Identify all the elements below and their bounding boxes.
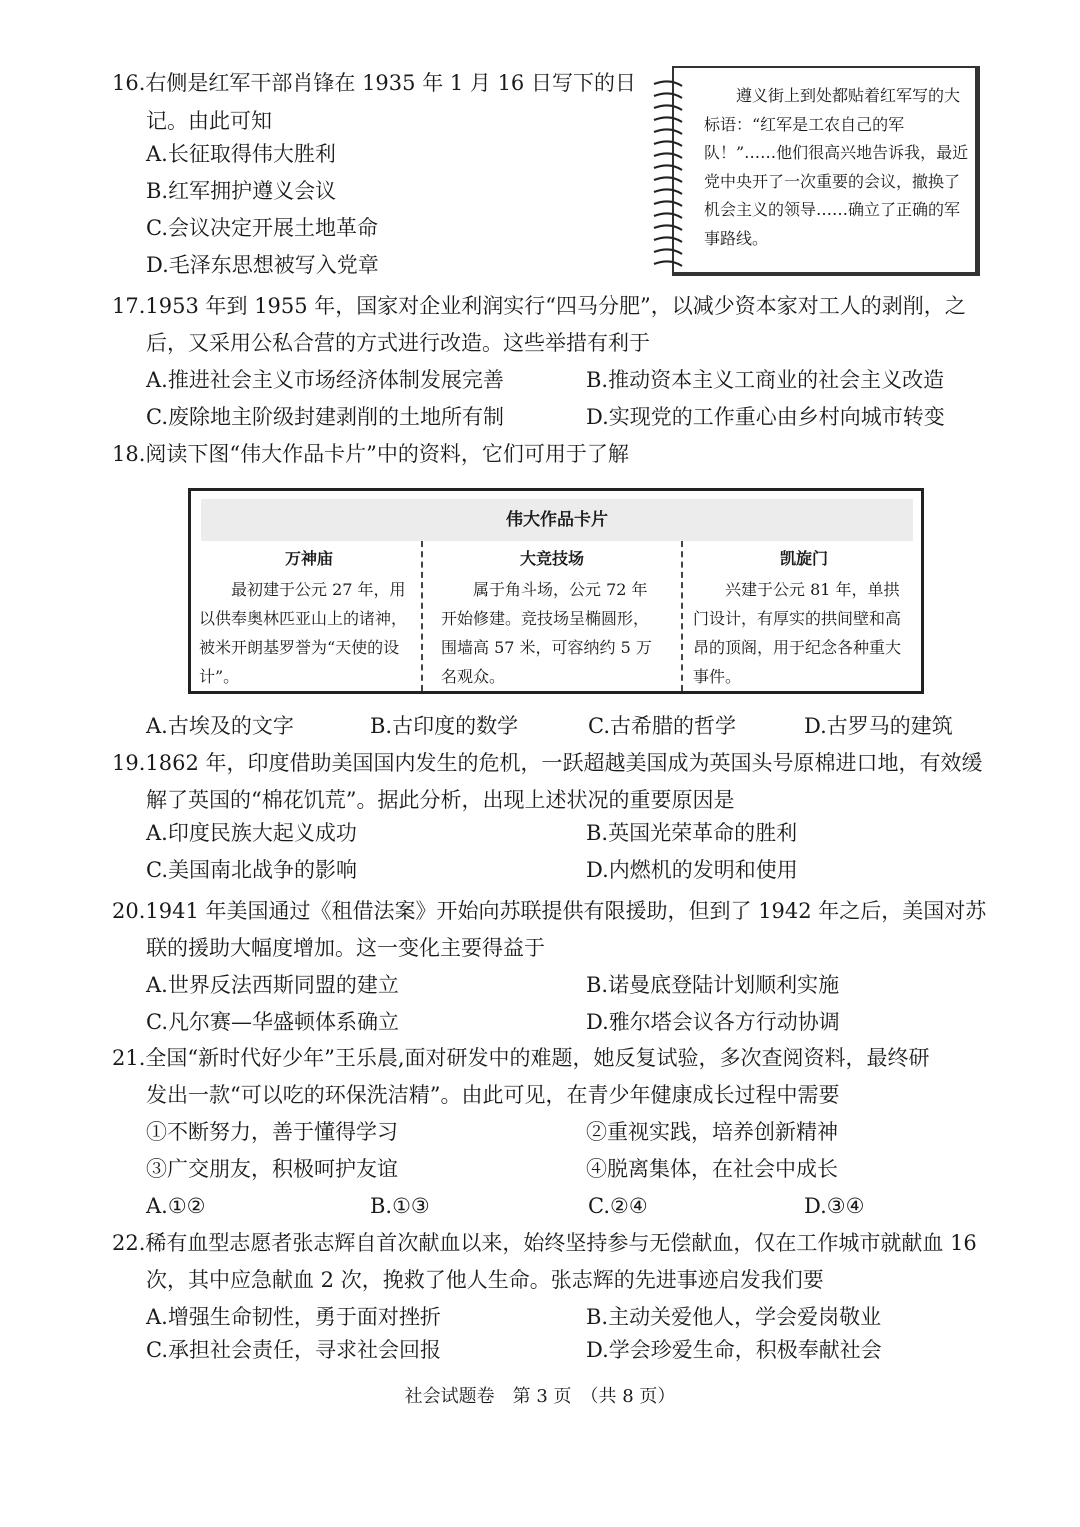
q17-stem-line2: 后，又采用公私合营的方式进行改造。这些举措有利于 xyxy=(146,331,650,355)
q18-option-b: B.古印度的数学 xyxy=(370,714,519,738)
q21-stem-line1: 21.全国“新时代好少年”王乐晨,面对研发中的难题，她反复试验，多次查阅资料，最终研 xyxy=(112,1046,930,1070)
q19-option-a: A.印度民族大起义成功 xyxy=(146,821,357,845)
q21-statement-2: ②重视实践，培养创新精神 xyxy=(586,1120,838,1144)
q21-option-c: C.②④ xyxy=(588,1194,648,1218)
card-item-name: 凯旋门 xyxy=(779,549,828,568)
q21-statement-3: ③广交朋友，积极呵护友谊 xyxy=(146,1157,398,1181)
spiral-binding-icon xyxy=(648,74,688,274)
q19-option-c: C.美国南北战争的影响 xyxy=(146,858,357,882)
q20-stem-line1: 20.1941 年美国通过《租借法案》开始向苏联提供有限援助，但到了 1942 年之后，美国对苏 xyxy=(112,899,987,923)
diary-notebook xyxy=(672,66,980,276)
q21-statement-4: ④脱离集体，在社会中成长 xyxy=(586,1157,838,1181)
q19-option-b: B.英国光荣革命的胜利 xyxy=(586,821,798,845)
q20-stem-line2: 联的援助大幅度增加。这一变化主要得益于 xyxy=(146,936,545,960)
q16-option-d: D.毛泽东思想被写入党章 xyxy=(146,253,379,277)
q16-option-b: B.红军拥护遵义会议 xyxy=(146,179,337,203)
q22-stem-line2: 次，其中应急献血 2 次，挽救了他人生命。张志辉的先进事迹启发我们要 xyxy=(146,1268,824,1292)
q20-option-b: B.诺曼底登陆计划顺利实施 xyxy=(586,973,840,997)
q22-option-a: A.增强生命韧性，勇于面对挫折 xyxy=(146,1305,441,1329)
q17-option-c: C.废除地主阶级封建剥削的土地所有制 xyxy=(146,405,504,429)
q17-option-d: D.实现党的工作重心由乡村向城市转变 xyxy=(586,405,945,429)
page-footer: 社会试题卷 第 3 页 （共 8 页） xyxy=(404,1386,676,1407)
card-item-colosseum xyxy=(441,543,663,689)
q16-stem-line1: 16.右侧是红军干部肖锋在 1935 年 1 月 16 日写下的日 xyxy=(112,71,636,95)
q18-stem: 18.阅读下图“伟大作品卡片”中的资料，它们可用于了解 xyxy=(112,442,629,466)
q20-option-c: C.凡尔赛—华盛顿体系确立 xyxy=(146,1010,399,1034)
card-item-pantheon xyxy=(199,543,419,689)
q17-stem-line1: 17.1953 年到 1955 年，国家对企业利润实行“四马分肥”，以减少资本家对工人的剥削，之 xyxy=(112,294,966,318)
q19-stem-line1: 19.1862 年，印度借助美国国内发生的危机，一跃超越美国成为英国头号原棉进口地，有效缓 xyxy=(112,751,983,775)
q20-option-a: A.世界反法西斯同盟的建立 xyxy=(146,973,399,997)
card-item-text: 兴建于公元 81 年，单拱门设计，有厚实的拱间壁和高昂的顶阁，用于纪念各种重大事件。 xyxy=(693,580,902,686)
q20-option-d: D.雅尔塔会议各方行动协调 xyxy=(586,1010,840,1034)
diary-text: 遵义街上到处都贴着红军写的大标语：“红军是工农自己的军队！”……他们很高兴地告诉我，最近党中央开了一次重要的会议，撤换了机会主义的领导……确立了正确的军事路线。 xyxy=(704,86,969,248)
card-item-triumphal-arch xyxy=(693,543,915,689)
card-item-text: 最初建于公元 27 年，用以供奉奥林匹亚山上的诸神，被米开朗基罗誉为“天使的设计”。 xyxy=(199,580,408,686)
q22-stem-line1: 22.稀有血型志愿者张志辉自首次献血以来，始终坚持参与无偿献血，仅在工作城市就献血 16 xyxy=(112,1231,977,1255)
card-divider xyxy=(681,541,683,691)
works-card xyxy=(188,488,924,694)
q17-option-b: B.推动资本主义工商业的社会主义改造 xyxy=(586,368,945,392)
card-divider xyxy=(421,541,423,691)
q22-option-d: D.学会珍爱生命，积极奉献社会 xyxy=(586,1338,882,1362)
q16-option-c: C.会议决定开展土地革命 xyxy=(146,216,378,240)
q21-option-a: A.①② xyxy=(146,1194,206,1218)
card-item-text: 属于角斗场，公元 72 年开始修建。竞技场呈椭圆形，围墙高 57 米，可容纳约 5 万名观众。 xyxy=(441,580,652,686)
q21-statement-1: ①不断努力，善于懂得学习 xyxy=(146,1120,398,1144)
q16-stem-line2: 记。由此可知 xyxy=(146,109,272,133)
q21-option-b: B.①③ xyxy=(370,1194,430,1218)
card-item-name: 大竞技场 xyxy=(519,549,584,568)
q18-option-a: A.古埃及的文字 xyxy=(146,714,294,738)
q22-option-c: C.承担社会责任，寻求社会回报 xyxy=(146,1338,441,1362)
q17-option-a: A.推进社会主义市场经济体制发展完善 xyxy=(146,368,504,392)
q18-option-c: C.古希腊的哲学 xyxy=(588,714,736,738)
q16-option-a: A.长征取得伟大胜利 xyxy=(146,142,336,166)
card-title: 伟大作品卡片 xyxy=(201,499,913,541)
q21-option-d: D.③④ xyxy=(804,1194,865,1218)
q19-stem-line2: 解了英国的“棉花饥荒”。据此分析，出现上述状况的重要原因是 xyxy=(146,788,735,812)
card-item-name: 万神庙 xyxy=(284,549,333,568)
q19-option-d: D.内燃机的发明和使用 xyxy=(586,858,798,882)
q21-stem-line2: 发出一款“可以吃的环保洗洁精”。由此可见，在青少年健康成长过程中需要 xyxy=(146,1083,840,1107)
q18-option-d: D.古罗马的建筑 xyxy=(804,714,953,738)
q22-option-b: B.主动关爱他人，学会爱岗敬业 xyxy=(586,1305,882,1329)
